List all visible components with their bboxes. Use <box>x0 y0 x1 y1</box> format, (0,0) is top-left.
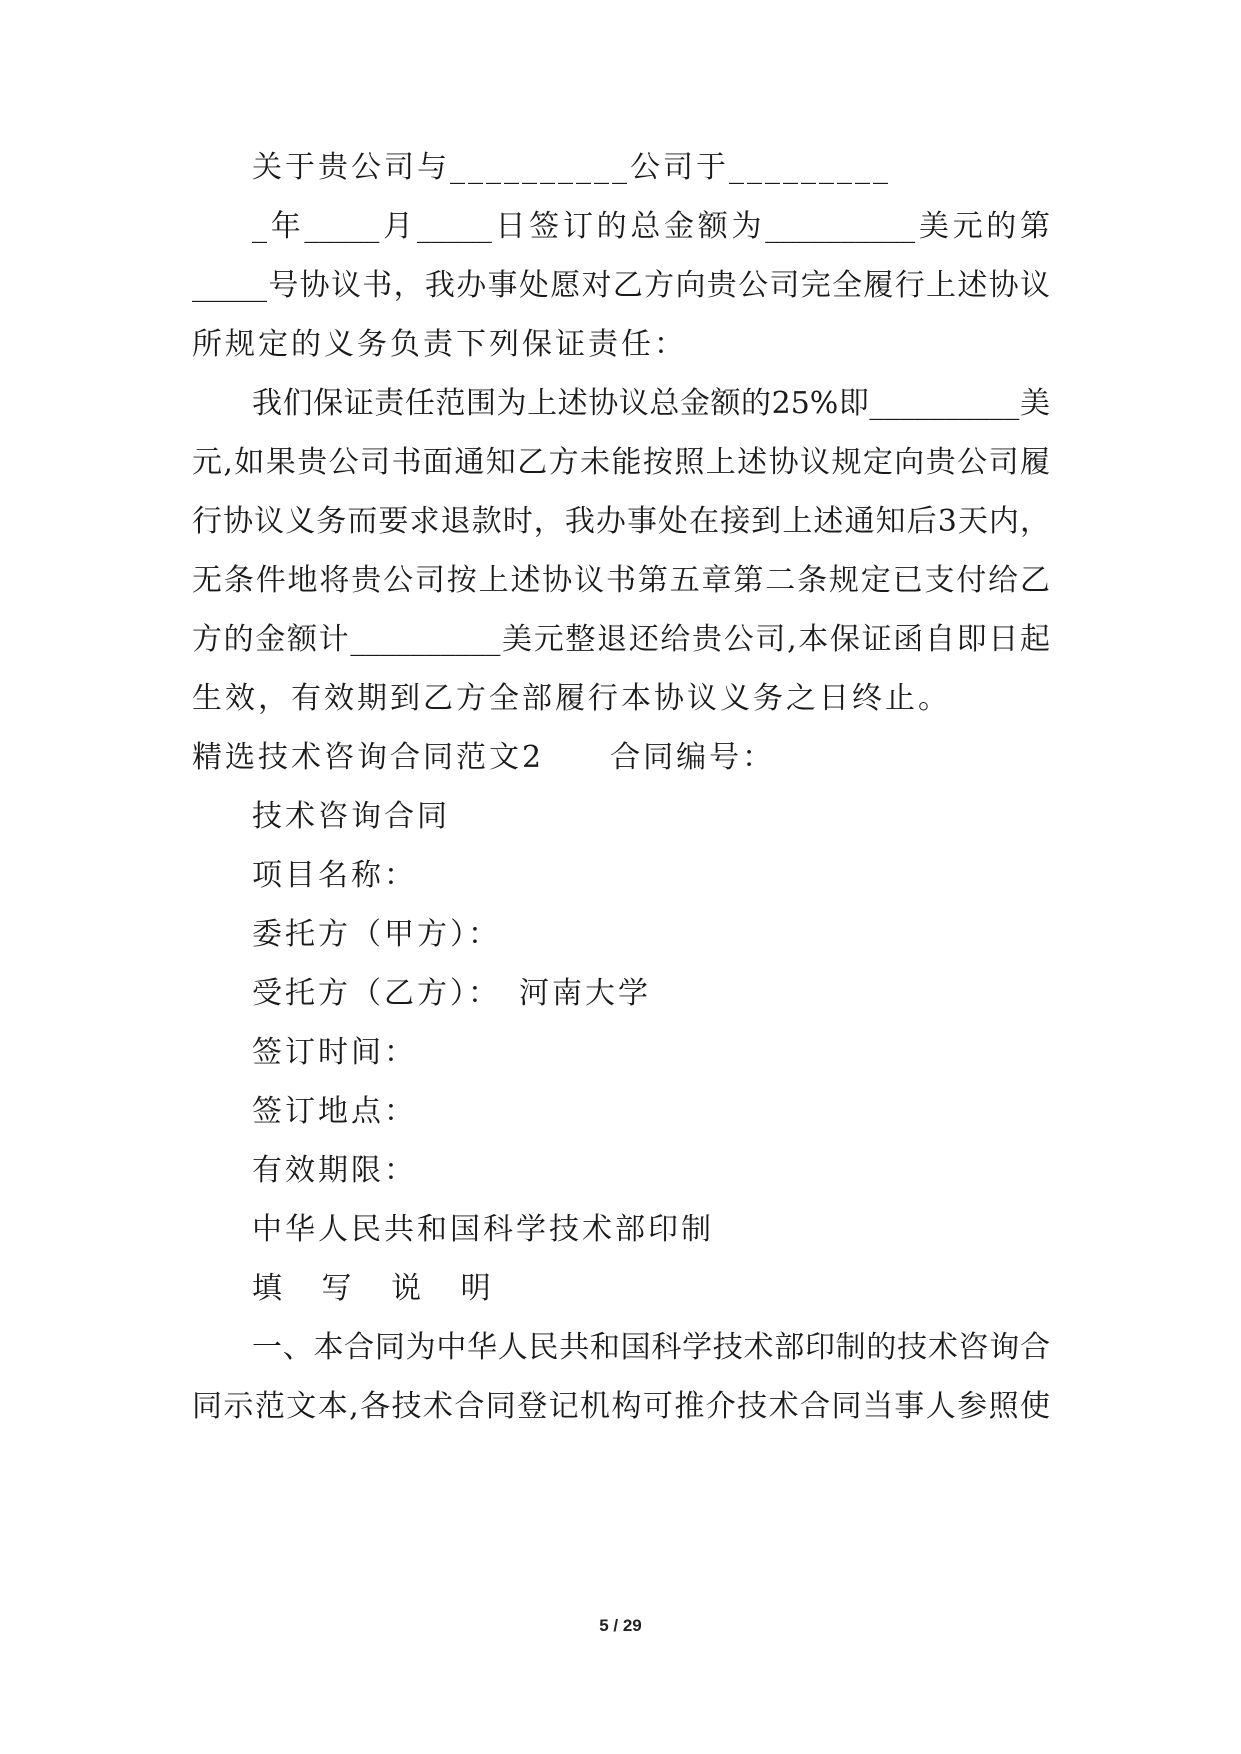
text-line: 无条件地将贵公司按上述协议书第五章第二条规定已支付给乙 <box>192 563 1050 598</box>
field-contractor: 受托方（乙方）： 河南大学 <box>252 976 651 1011</box>
field-sign-place: 签订地点： <box>252 1094 417 1129</box>
field-sign-date: 签订时间： <box>252 1035 417 1070</box>
text-line: 生效，有效期到乙方全部履行本协议义务之日终止。 <box>192 681 951 716</box>
text-line: 我们保证责任范围为上述协议总金额的25%即__________美 <box>252 386 1050 421</box>
field-client: 委托方（甲方）： <box>252 917 501 952</box>
text-line: 一、本合同为中华人民共和国科学技术部印制的技术咨询合 <box>252 1330 1050 1365</box>
text-line: 行协议义务而要求退款时，我办事处在接到上述通知后3天内， <box>192 504 1050 539</box>
text-line: _年_____月_____日签订的总金额为__________美元的第 <box>252 209 1050 244</box>
field-validity: 有效期限： <box>252 1153 417 1188</box>
text-line: _____号协议书，我办事处愿对乙方向贵公司完全履行上述协议 <box>192 268 1050 303</box>
instructions-heading: 填 写 说 明 <box>252 1271 506 1306</box>
page-number: 5 / 29 <box>599 1616 642 1635</box>
contract-title: 技术咨询合同 <box>252 799 450 834</box>
text-line: 同示范文本,各技术合同登记机构可推介技术合同当事人参照使 <box>192 1389 1050 1424</box>
text-line: 所规定的义务负责下列保证责任： <box>192 327 687 362</box>
text-line: 元,如果贵公司书面通知乙方未能按照上述协议规定向贵公司履 <box>192 445 1050 480</box>
section-heading: 精选技术咨询合同范文2 合同编号： <box>192 740 776 775</box>
text-line: 方的金额计__________美元整退还给贵公司,本保证函自即日起 <box>192 622 1050 657</box>
text-line: 关于贵公司与__________公司于_________ <box>252 150 891 185</box>
field-project-name: 项目名称： <box>252 858 417 893</box>
printer-note: 中华人民共和国科学技术部印制 <box>252 1212 714 1247</box>
